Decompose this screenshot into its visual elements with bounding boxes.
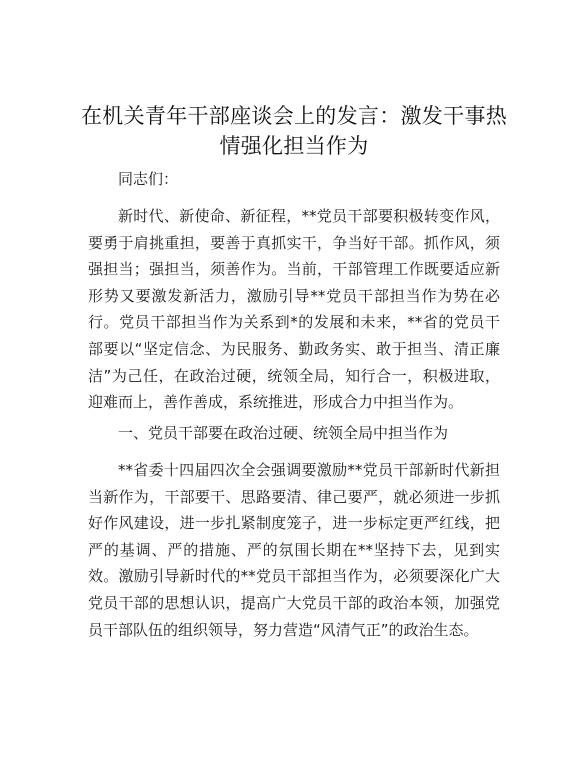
salutation: 同志们： <box>118 170 179 188</box>
paragraph-section-1: **省委十四届四次全会强调要激励**党员干部新时代新担当新作为，干部要干、思路要清、律己要严，就必须进一步抓好作风建设，进一步扎紧制度笼子，进一步标定更严红线，把严的基调、严的措施、严的氛围长期在**坚持下去，见到实效。激励引导新时代的**党员干部担当作为，必须要深化广大党员干部的思想认识，提高广大党员干部的政治本领，加强党员干部队伍的组织领导，努力营造“风清气正”的政治生态。 <box>88 461 500 639</box>
document-title <box>70 101 518 161</box>
section-heading-1: 一、党员干部要在政治过硬、统领全局中担当作为 <box>118 424 449 442</box>
title-line-2: 情强化担当作为 <box>219 134 369 158</box>
title-line-1: 在机关青年干部座谈会上的发言：激发干事热 <box>81 104 507 128</box>
paragraph-intro: 新时代、新使命、新征程，**党员干部要积极转变作风，要勇于肩挑重担，要善于真抓实干，争当好干部。抓作风，须强担当；强担当，须善作为。当前，干部管理工作既要适应新形势又要激发新活力，激励引导**党员干部担当作为势在必行。党员干部担当作为关系到*的发展和未来，**省的党员干部要以“坚定信念、为民服务、勤政务实、敢于担当、清正廉洁”为己任，在政治过硬，统领全局，知行合一，积极进取，迎难而上，善作善成，系统推进，形成合力中担当作为。 <box>88 207 500 412</box>
